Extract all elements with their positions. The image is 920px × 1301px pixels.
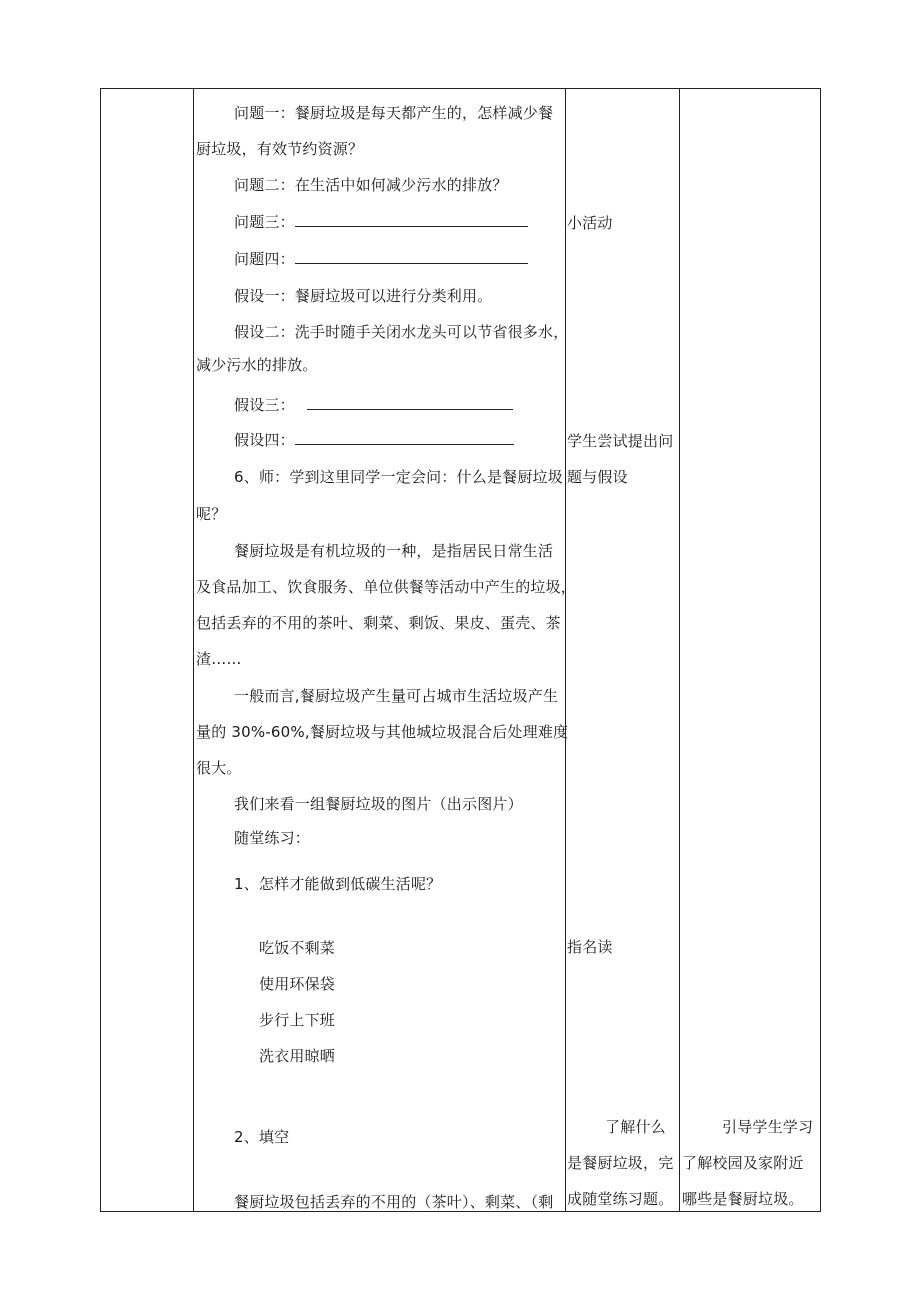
show-pictures: 我们来看一组餐厨垃圾的图片（出示图片） <box>234 795 523 813</box>
exercise-1: 1、怎样才能做到低碳生活呢？ <box>234 875 442 893</box>
question-3-label: 问题三： <box>234 213 295 231</box>
statistic-line-3: 很大。 <box>196 759 242 777</box>
table-divider-2 <box>565 88 566 1212</box>
hypothesis-4-blank[interactable] <box>295 430 514 445</box>
option-item: 步行上下班 <box>259 1011 336 1029</box>
table-divider-1 <box>193 88 194 1212</box>
definition-line-3: 包括丢弃的不用的茶叶、剩菜、剩饭、果皮、蛋壳、茶 <box>196 614 561 632</box>
hypothesis-4-label: 假设四： <box>234 431 295 449</box>
table-border-left <box>100 88 101 1212</box>
hypothesis-2-line-1: 假设二：洗手时随手关闭水龙头可以节省很多水， <box>234 323 569 341</box>
teacher-question-line-2: 呢？ <box>196 505 227 523</box>
question-3-blank[interactable] <box>295 212 528 227</box>
understand-line-2: 是餐厨垃圾，完 <box>567 1154 674 1172</box>
hypothesis-3-label: 假设三： <box>234 396 295 414</box>
table-top-border <box>100 88 821 89</box>
option-item: 吃饭不剩菜 <box>259 939 336 957</box>
student-attempt-line-2: 题与假设 <box>567 468 628 486</box>
practice-heading: 随堂练习： <box>234 829 311 847</box>
option-item: 使用环保袋 <box>259 975 336 993</box>
definition-line-2: 及食品加工、饮食服务、单位供餐等活动中产生的垃圾， <box>196 578 577 596</box>
question-3 <box>234 212 528 232</box>
fill-in-line: 餐厨垃圾包括丢弃的不用的（茶叶）、剩菜、（剩 <box>234 1193 554 1211</box>
question-1-line-1: 问题一：餐厨垃圾是每天都产生的，怎样减少餐 <box>234 104 554 122</box>
question-4-blank[interactable] <box>295 249 528 264</box>
table-border-right <box>820 88 821 1212</box>
option-item: 洗衣用晾晒 <box>259 1047 336 1065</box>
hypothesis-4 <box>234 430 514 450</box>
guide-line-1: 引导学生学习 <box>722 1118 814 1136</box>
teacher-question-line-1: 6、师：学到这里同学一定会问：什么是餐厨垃圾 <box>234 468 563 486</box>
definition-line-1: 餐厨垃圾是有机垃圾的一种，是指居民日常生活 <box>234 542 554 560</box>
guide-line-3: 哪些是餐厨垃圾。 <box>682 1190 804 1208</box>
student-attempt-line-1: 学生尝试提出问 <box>567 432 674 450</box>
read-aloud-label: 指名读 <box>567 938 613 956</box>
hypothesis-1: 假设一：餐厨垃圾可以进行分类利用。 <box>234 287 493 305</box>
statistic-line-2: 量的 30%-60%,餐厨垃圾与其他城垃圾混合后处理难度 <box>196 723 569 741</box>
exercise-2: 2、填空 <box>234 1128 290 1146</box>
question-2: 问题二：在生活中如何减少污水的排放？ <box>234 176 508 194</box>
guide-line-2: 了解校园及家附近 <box>682 1154 804 1172</box>
understand-line-3: 成随堂练习题。 <box>567 1190 674 1208</box>
statistic-line-1: 一般而言,餐厨垃圾产生量可占城市生活垃圾产生 <box>234 687 559 705</box>
question-4-label: 问题四： <box>234 250 295 268</box>
table-divider-3 <box>679 88 680 1212</box>
hypothesis-3-blank[interactable] <box>307 395 513 410</box>
understand-line-1: 了解什么 <box>605 1118 666 1136</box>
definition-line-4: 渣…… <box>196 650 242 668</box>
question-4 <box>234 249 528 269</box>
question-1-line-2: 厨垃圾，有效节约资源？ <box>196 140 364 158</box>
hypothesis-3 <box>234 395 513 415</box>
activity-label: 小活动 <box>567 214 613 232</box>
hypothesis-2-line-2: 减少污水的排放。 <box>196 356 318 374</box>
